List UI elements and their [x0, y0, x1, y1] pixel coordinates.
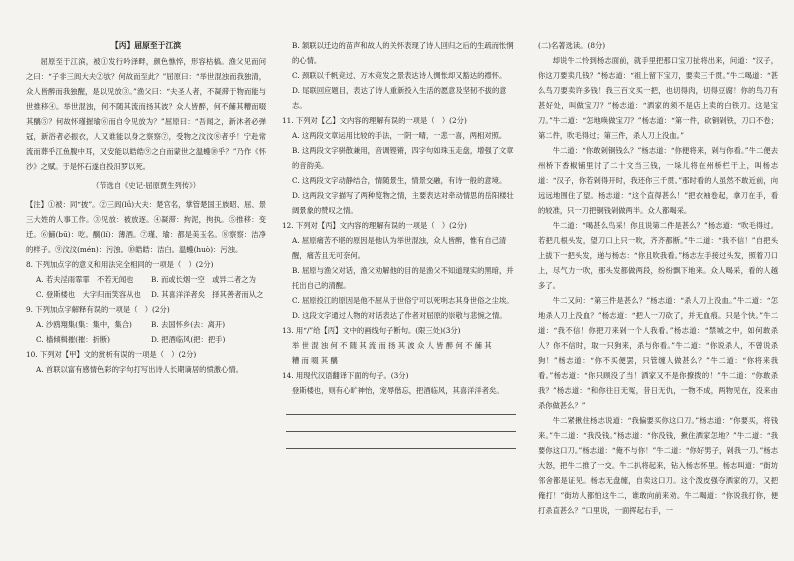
- option-c: C. 樯倾楫摧(摧：折断): [36, 335, 111, 344]
- option-b: B. 这两段文字骈散兼用，音调铿锵，四字句如珠玉走盘，增强了文章的音韵美。: [292, 146, 514, 170]
- option-a: A. 沙鸥翔集(集：集中，集合): [36, 320, 132, 329]
- option-d: D. 尾联回应题目，表达了诗人重新投入生活的愿意及坚韧不拔的意志。: [292, 86, 507, 110]
- excerpt-paragraph-4: 牛二又问：“第三件是甚么？”杨志道：“杀人刀上没血。”牛二道：“怎地杀人刀上没血？”杨志道：“把人一刀砍了，并无血痕。只是个快。”牛二道：“我不信！你把刀来剁一个人我看。”杨志道：“禁城之中，如何敢杀人？你不信时，取一只狗来，杀与你看。”牛二道：“你说杀人，不曾说杀狗！”杨志道：“你不买便罢，只管缠人做甚么？”牛二道：“你将来我看。”杨志道：“你只顾没了当！洒家又不是你撩拨的！”牛二道：“你敢杀我？”杨志道：“和你往日无冤，昔日无仇，一物不成，两物见在，没来由杀你做甚么？”: [538, 296, 778, 410]
- option-c: C. 屈原投江的原因是他不屈从于世俗宁可以死明志其身世俗之尘埃。: [292, 296, 514, 305]
- punctuation-text-line1: 举 世 混 浊 何 不 随 其 流 而 扬 其 波 众 人 皆 醉 何 不 餔 其: [292, 341, 492, 350]
- translation-sentence: 登斯楼也，则有心旷神怡，宠辱偕忘，把酒临风，其喜洋洋者矣。: [292, 386, 504, 395]
- question-9-options: [36, 317, 266, 347]
- column-2: [282, 38, 520, 449]
- option-a: A. 这两段文章运用比较的手法，一阴一晴，一悲一喜，两相对照。: [292, 131, 507, 140]
- passage-text: 屈原至于江滨，被①发行吟泽畔，颜色憔悴，形容枯槁。渔父见而问之曰：“子非三闾大夫②欤？何故而至此？”屈原曰：“举世混浊而我独清，众人皆醉而我独醒，是以见放③。”渔父曰：“夫圣人者，不凝滞于物而能与世推移④。举世混浊，何不随其流而扬其波？众人皆醉，何不餔其糟而啜其醨⑤？何故怀瑾握瑜⑥而自令见放为？”屈原曰：“吾闻之，新沐者必弹冠，新浴者必振衣，人又谁能以身之察察⑦，受物之汶汶⑧者乎！宁赴常流而葬乎江鱼腹中耳，又安能以皓皓⑨之白而蒙世之温蠖⑩乎？”乃作《怀沙》之赋。于是怀石遂自投汨罗以死。: [26, 57, 266, 171]
- excerpt-paragraph-2: 牛二道：“你敢剁铜钱么？”杨志道：“你便将来，剁与你看。”牛二便去州桥下香椒铺里讨了二十文当三钱，一垛儿将在州桥栏干上，叫杨志道：“汉子，你若剁得开时，我还你三千贯。”那时看的人虽然不敢近前，向远远地围住了望。杨志道：“这个直得甚么！”把衣袖卷起，拿刀在手，看的较准，只一刀把铜钱剁做两半。众人都喝采。: [538, 146, 778, 215]
- option-b: B. 去国怀乡(去：离开): [151, 320, 226, 329]
- passage-source: （节选自《史记·屈原贾生列传》）: [91, 181, 201, 190]
- option-b: B. 颔联以迁边的苗声和故人的关怀表现了诗人回归之后的生疏而怅惘的心情。: [292, 41, 514, 65]
- answer-line-1[interactable]: [286, 402, 516, 415]
- passage-title: 【丙】屈原至于江滨: [110, 41, 182, 50]
- option-a: A. 若夫淫雨霏霏 不若无闻也: [36, 275, 134, 284]
- question-10: 10. 下列对【甲】文的赏析有误的一项是（ ）(2分): [26, 350, 197, 359]
- question-12: 12. 下列对【丙】文内容的理解有误的一项是（ ）(2分): [282, 221, 467, 230]
- option-b: B. 而或长烟一空 或异二者之为: [151, 275, 256, 284]
- option-c: C. 登斯楼也 大字归而笑容从也: [36, 290, 141, 299]
- question-11: 11. 下列对【乙】文内容的理解有误的一项是（ ）(2分): [282, 116, 467, 125]
- section-heading: (二)名著选读。(8分): [538, 41, 606, 50]
- punctuation-text-line2: 糟 而 啜 其 醨: [292, 356, 338, 365]
- question-14: 14. 用现代汉语翻译下面的句子。(3分): [282, 371, 409, 380]
- option-d: D. 这段文字通过人物的对话表达了作者对屈原的崇敬与悲惋之情。: [292, 311, 507, 320]
- option-c: C. 颈联以千帆竞过、万木竞发之景表达诗人惆怅却又豁达的襟怀。: [292, 71, 507, 80]
- question-13: 13. 用“/”给【丙】文中的画线句子断句。(限三处)(3分): [282, 326, 461, 335]
- option-c: C. 这两段文字动静结合，情随景生，情景交融，有诗一般的意境。: [292, 176, 507, 185]
- answer-line-3[interactable]: [286, 436, 516, 449]
- question-8: 8. 下列加点字的意义和用法完全相同的一项是（ ）(2分): [26, 260, 214, 269]
- option-d: D. 把酒临风(把：把手): [151, 335, 226, 344]
- excerpt-paragraph-3: 牛二道：“喝甚么鸟采！你且说第二件是甚么？”杨志道：“吹毛得过。若把几根头发，望刀口上只一吹，齐齐都断。”牛二道：“我不信！”自把头上拔下一把头发，递与杨志：“你且吹我看。”杨志左手接过头发，照着刀口上，尽气力一吹，那头发都做两段，纷纷飘下地来。众人喝采，看的人越多了。: [538, 221, 778, 290]
- excerpt-paragraph-1: 却说牛二怜到杨志面前，就手里把那口宝刀扯将出来，问道：“汉子，你这刀要卖几钱？”杨志道：“祖上留下宝刀，要卖三千贯。”牛二喝道：“甚么鸟刀要卖许多钱！我三百文买一把，也切得肉，切得豆腐！你的鸟刀有甚好处，叫做宝刀？”杨志道：“洒家的须不是店上卖的白铁刀。这是宝刀。”牛二道：“怎地唤做宝刀？”杨志道：“第一件，砍铜剁铁，刀口不卷；第二件，吹毛得过；第三件，杀人刀上没血。”: [538, 56, 778, 140]
- option-a: A. 屈原痛苦不堪的原因是他认为举世混浊，众人皆醉，惟有自己清醒，痛苦且无可奈何。: [292, 236, 507, 260]
- excerpt-paragraph-5: 牛二紧揪住杨志说道：“我偏要买你这口刀。”杨志道：“你要买，将钱来。”牛二道：“我没钱。”杨志道：“你没钱，揪住洒家怎地？”牛二道：“我要你这口刀。”杨志道：“俺不与你！”牛二道：“你好男子，剁我一刀。”杨志大怒，把牛二推了一交。牛二扒将起来，钻入杨志怀里。杨志叫道：“街坊邻舍都是证见。杨志无盘缠，自卖这口刀。这个泼皮强夺洒家的刀，又把俺打！”街坊人都怕这牛二，谁敢向前来劝。牛二喝道：“你说我打你，便打杀直甚么？”口里说，一面挥起右手，一: [538, 416, 778, 515]
- question-8-options: [36, 272, 266, 302]
- option-a: A. 首联以富有感情色彩的字句打写出诗人长期谪居的愤激心情。: [36, 365, 243, 374]
- option-d: D. 这两段文字描写了两种览物之情，主要表达对牵动情思的岳阳楼壮阔景象的赞叹之情。: [292, 191, 514, 215]
- answer-line-2[interactable]: [286, 419, 516, 432]
- option-b: B. 屈原与渔父对话，渔父劝解他的目的是渔父不知道现实的黑暗，并托出自己的清醒。: [292, 266, 514, 290]
- column-3: [538, 38, 778, 518]
- passage-notes: 【注】①被：同“披”。②三闾(lǘ)大夫：楚官名，掌管楚国王族昭、屈、景三大姓的人事工作。③见放：被放逐。④凝滞：拘泥，拘执。⑤推移：变迁。⑥餔(bū)：吃。醨(lí)：薄酒。⑦瑾、瑜：都是美玉名。⑧察察：洁净的样子。⑨汶汶(mén)：污浊。⑩皓皓：洁白。温蠖(huò)：污浊。: [26, 200, 266, 254]
- question-9: 9. 下列加点字解释有误的一项是（ ）(2分): [26, 305, 170, 314]
- column-1: [26, 38, 266, 377]
- option-d: D. 其喜洋洋者矣 择其善者而从之: [151, 290, 264, 299]
